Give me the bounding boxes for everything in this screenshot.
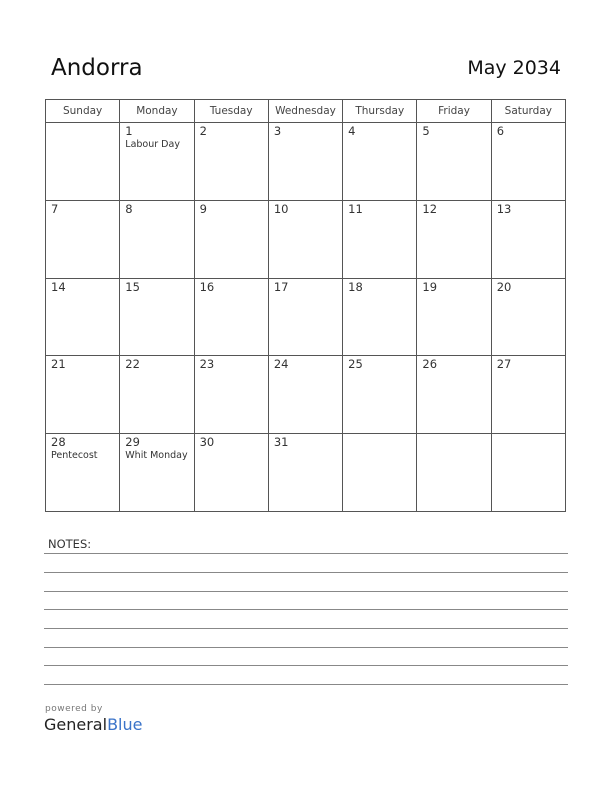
holiday-label	[417, 436, 488, 437]
weekday-wednesday: Wednesday	[268, 100, 342, 123]
day-cell	[120, 434, 194, 512]
brand-name	[44, 715, 142, 734]
day-number: 25	[348, 357, 363, 372]
week-row	[46, 278, 566, 356]
day-number: 28	[51, 435, 66, 450]
holiday-label	[195, 216, 266, 217]
day-cell	[417, 434, 491, 512]
note-line	[44, 684, 568, 685]
day-number: 27	[496, 357, 512, 372]
holiday-label	[492, 436, 563, 437]
day-cell	[417, 200, 491, 278]
day-number: 1	[125, 124, 133, 138]
holiday-label: Whit Monday	[125, 450, 188, 462]
holiday-label	[120, 294, 191, 295]
holiday-label	[195, 138, 266, 139]
day-number: 15	[125, 279, 140, 294]
holiday-label	[269, 371, 340, 372]
holiday-label	[343, 138, 414, 139]
day-cell	[343, 356, 417, 434]
holiday-label	[417, 216, 488, 217]
brand-name-general: General	[44, 715, 108, 734]
day-cell	[417, 356, 491, 434]
holiday-label	[269, 294, 340, 295]
holiday-label	[343, 216, 414, 217]
weekday-header-row	[46, 100, 566, 123]
day-number: 4	[348, 124, 356, 138]
day-number: 26	[422, 357, 438, 372]
holiday-label	[343, 294, 414, 295]
day-cell	[343, 200, 417, 278]
week-row	[46, 356, 566, 434]
day-number: 17	[273, 279, 289, 294]
holiday-label	[343, 371, 414, 372]
holiday-label	[120, 371, 191, 372]
day-number: 30	[199, 435, 215, 450]
day-number: 9	[199, 201, 207, 216]
holiday-label	[417, 138, 488, 139]
weekday-friday: Friday	[417, 100, 491, 123]
calendar-country: Andorra	[51, 55, 143, 81]
day-cell	[46, 434, 120, 512]
day-number: 31	[273, 435, 289, 450]
holiday-label	[492, 216, 563, 217]
day-number: 14	[51, 279, 66, 294]
note-line	[44, 628, 568, 629]
day-number: 22	[125, 357, 140, 372]
day-cell	[417, 278, 491, 356]
day-number: 5	[422, 124, 430, 138]
day-number: 7	[51, 201, 59, 216]
day-cell	[120, 200, 194, 278]
day-cell	[343, 123, 417, 201]
weekday-sunday: Sunday	[46, 100, 120, 123]
weekday-monday: Monday	[120, 100, 194, 123]
day-number: 12	[422, 201, 438, 216]
week-row	[46, 200, 566, 278]
holiday-label	[269, 449, 340, 450]
brand-name-blue: Blue	[107, 715, 143, 734]
day-cell	[194, 434, 268, 512]
day-cell	[194, 356, 268, 434]
day-number: 8	[125, 201, 133, 216]
day-number: 18	[348, 279, 363, 294]
holiday-label	[417, 371, 488, 372]
day-cell	[268, 123, 342, 201]
day-cell	[194, 200, 268, 278]
holiday-label	[269, 216, 340, 217]
calendar-month-year: May 2034	[467, 57, 561, 79]
day-number: 13	[496, 201, 512, 216]
note-line	[44, 553, 568, 554]
day-cell	[343, 278, 417, 356]
calendar-body	[46, 123, 566, 512]
day-cell	[343, 434, 417, 512]
day-number: 16	[199, 279, 215, 294]
day-number: 3	[273, 124, 282, 138]
day-cell	[417, 123, 491, 201]
day-cell	[120, 278, 194, 356]
holiday-label	[492, 294, 563, 295]
day-cell	[268, 356, 342, 434]
day-number: 19	[422, 279, 438, 294]
day-cell	[120, 356, 194, 434]
notes-label: NOTES:	[48, 537, 92, 551]
day-cell	[491, 278, 565, 356]
week-row	[46, 434, 566, 512]
note-line	[44, 591, 568, 592]
holiday-label	[269, 138, 340, 139]
holiday-label	[120, 216, 191, 217]
weekday-saturday: Saturday	[491, 100, 565, 123]
day-number: 29	[125, 435, 140, 450]
holiday-label	[46, 125, 117, 126]
day-number: 6	[496, 124, 505, 138]
holiday-label: Labour Day	[125, 139, 180, 150]
holiday-label	[343, 436, 414, 437]
holiday-label	[492, 138, 563, 139]
weekday-tuesday: Tuesday	[194, 100, 268, 123]
day-cell	[491, 356, 565, 434]
brand-logo	[44, 704, 142, 734]
day-number: 11	[348, 201, 363, 216]
day-number: 23	[199, 357, 215, 372]
day-number: 24	[273, 357, 289, 372]
holiday-label	[195, 449, 266, 450]
day-cell	[491, 123, 565, 201]
holiday-label	[46, 294, 117, 295]
day-cell	[194, 123, 268, 201]
note-line	[44, 647, 568, 648]
day-cell	[46, 356, 120, 434]
day-cell	[46, 200, 120, 278]
day-cell	[268, 200, 342, 278]
day-cell	[46, 278, 120, 356]
note-line	[44, 609, 568, 610]
note-line	[44, 572, 568, 573]
holiday-label	[46, 216, 117, 217]
holiday-label	[195, 371, 266, 372]
holiday-label	[46, 371, 117, 372]
day-cell	[491, 200, 565, 278]
day-cell	[194, 278, 268, 356]
holiday-label: Pentecost	[51, 450, 98, 462]
day-number: 21	[51, 357, 66, 372]
note-line	[44, 665, 568, 666]
day-cell	[268, 278, 342, 356]
holiday-label	[195, 294, 266, 295]
holiday-label	[417, 294, 488, 295]
weekday-thursday: Thursday	[343, 100, 417, 123]
calendar-grid	[45, 99, 566, 512]
day-cell	[491, 434, 565, 512]
day-cell	[268, 434, 342, 512]
day-cell	[120, 123, 194, 201]
week-row	[46, 123, 566, 201]
powered-by-text: powered by	[45, 704, 103, 714]
day-number: 20	[496, 279, 512, 294]
holiday-label	[492, 371, 563, 372]
day-number: 2	[199, 124, 207, 138]
day-number: 10	[273, 201, 289, 216]
day-cell	[46, 123, 120, 201]
